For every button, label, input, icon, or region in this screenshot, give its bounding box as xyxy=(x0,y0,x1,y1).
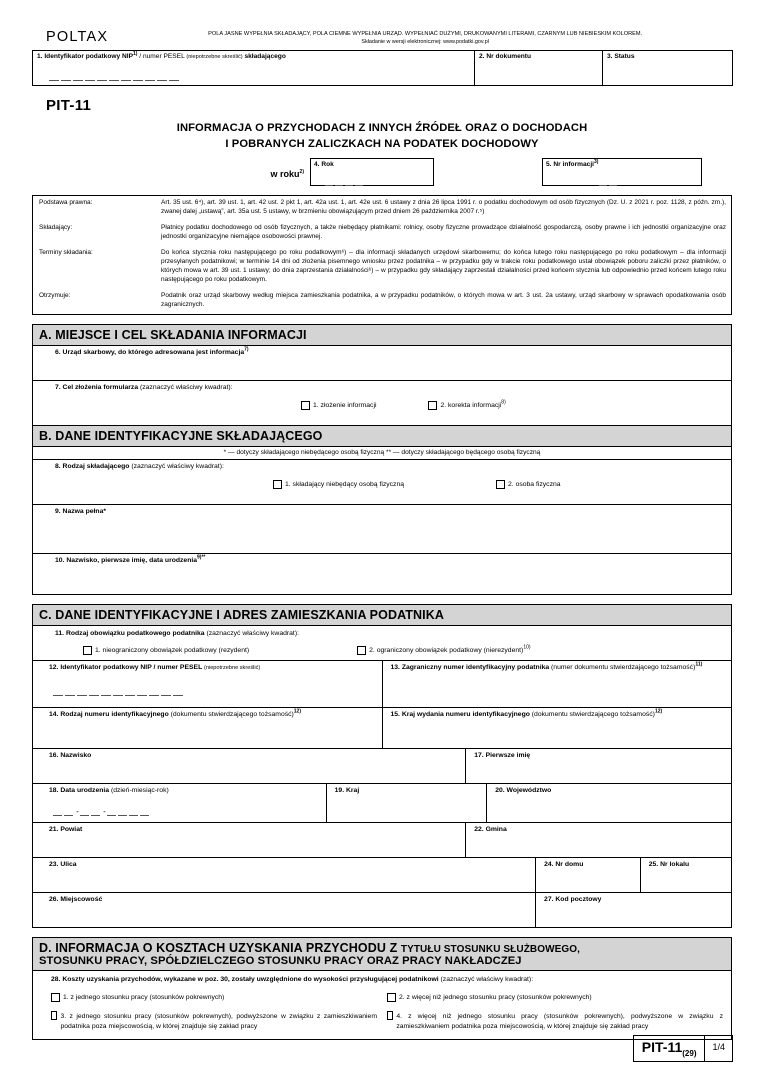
field-7-label: 7. Cel złożenia formularza (zaznaczyć właściwy kwadrat): xyxy=(55,383,233,391)
field-2-label: 2. Nr dokumentu xyxy=(479,52,532,60)
field-5-input-cells[interactable] xyxy=(599,175,701,186)
field-19-country-cell[interactable] xyxy=(326,784,487,823)
legal-value: Podatnik oraz urząd skarbowy według miejsca zamieszkania podatnika, a w przypadku podatników, o których mowa w art. 3 ust. 2a ustawy, urząd skarbowy w sprawach opodatkowania osób zagranicznych. xyxy=(161,291,726,308)
field-1-label: 1. Identyfikator podatkowy NIP$^{1)}$ / numer PESEL (niepotrzebne skreślić) składającego xyxy=(37,50,286,60)
field-4-year-cell[interactable] xyxy=(310,158,434,186)
section-c-body xyxy=(32,625,732,929)
field-10-label: 10. Nazwisko, pierwsze imię, data urodzenia$^{9)**}$ xyxy=(55,554,206,564)
field-7-options xyxy=(55,401,727,410)
field-2-document-number-cell[interactable] xyxy=(475,50,603,85)
field-3-status-cell[interactable] xyxy=(603,50,733,85)
header-instructions-line2: Składanie w wersji elektronicznej: www.podatki.gov.pl xyxy=(361,39,489,46)
field-8-option-2[interactable] xyxy=(496,480,561,489)
field-11-option-1[interactable] xyxy=(83,646,249,655)
field-1-nip-cell[interactable] xyxy=(33,50,475,85)
field-8-type-cell[interactable] xyxy=(33,459,731,504)
field-7-option-1[interactable] xyxy=(301,401,376,410)
legal-value: Do końca stycznia roku następującego po roku podatkowym⁶) – dla informacji składanych urzędowi skarbowemu; do końca lutego roku następującego po roku podatkowym – dla informacji przesyłanych podatnikowi; w terminie 14 dni od złożenia pisemnego wniosku przez podatnika – w przypadku gdy w trakcie roku podatkowego ustał obowiązek poboru zaliczki przez płatników, o których mowa w art. 39 ust. 1 ustawy; do dnia zaprzestania działalności⁶) – w przypadku gdy składający zaprzestali działalności przed końcem stycznia lub odpowiednio przed końcem lutego roku następującego po roku podatkowym. xyxy=(161,248,726,283)
footer-form-code: PIT-$11_{(29)}$ xyxy=(633,1035,706,1062)
section-d-title xyxy=(32,937,732,970)
checkbox-icon[interactable] xyxy=(387,993,396,1002)
field-28-option-2-label: 2. z więcej niż jednego stosunku pracy (stosunków pokrewnych) xyxy=(399,993,592,1001)
footer-badge xyxy=(633,1035,733,1062)
checkbox-icon[interactable] xyxy=(273,480,282,489)
field-8-label: 8. Rodzaj składającego (zaznaczyć właściwy kwadrat): xyxy=(55,462,224,470)
field-28-option-3[interactable] xyxy=(51,1011,387,1032)
section-d-title-line1: D. INFORMACJA O KOSZTACH UZYSKANIA PRZYCHODU Z TYTUŁU STOSUNKU SŁUŻBOWEGO, xyxy=(39,941,581,956)
field-18-input-cells[interactable]: - - xyxy=(53,806,322,816)
identification-row xyxy=(32,50,733,86)
field-12-input-cells[interactable] xyxy=(53,685,378,696)
section-c xyxy=(32,604,732,929)
checkbox-icon[interactable] xyxy=(51,993,60,1002)
field-28-option-4[interactable] xyxy=(387,1011,723,1032)
checkbox-icon[interactable] xyxy=(301,401,310,410)
field-11-option-1-label: 1. nieograniczony obowiązek podatkowy (rezydent) xyxy=(95,647,250,655)
field-24-house-number-cell[interactable] xyxy=(536,858,641,893)
field-16-label: 16. Nazwisko xyxy=(49,752,92,760)
checkbox-icon[interactable] xyxy=(357,646,366,655)
legal-value: Płatnicy podatku dochodowego od osób fizycznych, a także niebędący płatnikami: rolnicy, osoby fizyczne prowadzące działalność gospodarczą, osoby prawne i ich jednostki organizacyjne oraz jednostki organizacyjne niemające osobowości prawnej. xyxy=(161,223,726,240)
section-d-body xyxy=(32,970,732,1040)
page-title-line1: INFORMACJA O PRZYCHODACH Z INNYCH ŹRÓDEŁ ORAZ O DOCHODACH xyxy=(176,121,588,134)
legal-key: Terminy składania: xyxy=(39,248,93,256)
section-d xyxy=(32,937,732,1040)
field-8-option-1[interactable] xyxy=(273,480,404,489)
field-19-label: 19. Kraj xyxy=(334,787,360,795)
legal-key: Otrzymuje: xyxy=(39,291,71,299)
field-8-options xyxy=(55,480,727,489)
field-8-option-1-label: 1. składający niebędący osobą fizyczną xyxy=(285,481,405,489)
legal-row xyxy=(33,289,731,314)
field-16-surname-cell[interactable] xyxy=(33,749,466,784)
field-18-birthdate-cell[interactable] xyxy=(33,784,326,823)
field-14-id-type-cell[interactable] xyxy=(33,708,382,749)
field-26-city-cell[interactable] xyxy=(33,893,536,928)
field-28-option-1-label: 1. z jednego stosunku pracy (stosunków pokrewnych) xyxy=(63,993,225,1001)
field-25-label: 25. Nr lokalu xyxy=(648,861,690,869)
section-a xyxy=(32,324,732,426)
form-code-title: PIT-11 xyxy=(46,96,92,114)
field-7-option-2-label: 2. korekta informacji$^{8)}$ xyxy=(440,399,506,410)
field-28-option-3-label: 3. z jednego stosunku pracy (stosunków pokrewnych), podwyższone w związku z zamieszkiwaniem podatnika poza miejscowością, w której znajduje się zakład pracy xyxy=(60,1012,377,1030)
checkbox-icon[interactable] xyxy=(428,401,437,410)
field-20-voivodeship-cell[interactable] xyxy=(487,784,731,823)
field-11-option-2-label: 2. ograniczony obowiązek podatkowy (nierezydent)$^{10)}$ xyxy=(369,644,531,655)
legal-row xyxy=(33,221,731,246)
field-11-option-2[interactable] xyxy=(357,646,530,655)
field-9-label: 9. Nazwa pełna* xyxy=(55,507,106,515)
section-d-title-line2: STOSUNKU PRACY, SPÓŁDZIELCZEGO STOSUNKU PRACY ORAZ PRACY NAKŁADCZEJ xyxy=(39,955,522,968)
field-22-commune-cell[interactable] xyxy=(466,823,731,858)
header-instructions xyxy=(108,26,732,47)
field-9-full-name-cell[interactable] xyxy=(33,504,731,553)
field-21-label: 21. Powiat xyxy=(49,826,83,834)
field-8-option-2-label: 2. osoba fizyczna xyxy=(508,481,561,489)
field-25-flat-number-cell[interactable] xyxy=(640,858,731,893)
field-7-purpose-cell[interactable] xyxy=(33,380,731,425)
field-13-label: 13. Zagraniczny numer identyfikacyjny podatnika (numer dokumentu stwierdzającego tożsamość)$^{11)}$ xyxy=(390,661,703,672)
field-23-label: 23. Ulica xyxy=(49,861,77,869)
field-27-label: 27. Kod pocztowy xyxy=(544,896,602,904)
section-c-title: C. DANE IDENTYFIKACYJNE I ADRES ZAMIESZKANIA PODATNIKA xyxy=(32,604,732,625)
field-6-tax-office-cell[interactable] xyxy=(33,346,731,381)
field-20-label: 20. Województwo xyxy=(495,787,552,795)
document-header xyxy=(32,26,732,50)
field-5-label: 5. Nr informacji$^{3)}$ xyxy=(546,158,599,168)
field-28-options-row1 xyxy=(51,993,723,1002)
page-title-line2: I POBRANYCH ZALICZKACH NA PODATEK DOCHODOWY xyxy=(225,137,539,150)
field-28-label: 28. Koszty uzyskania przychodów, wykazane w poz. 30, zostały uwzględnione do wysokości przysługującej podatnikowi (zaznaczyć właściwy kwadrat): xyxy=(51,976,534,984)
section-b-body xyxy=(32,446,732,595)
legal-key: Składający: xyxy=(39,223,73,231)
page-title xyxy=(32,120,732,152)
legal-basis-table xyxy=(32,195,732,315)
field-13-foreign-id-cell[interactable] xyxy=(382,661,731,708)
field-22-label: 22. Gmina xyxy=(474,826,507,834)
field-12-nip-cell[interactable] xyxy=(33,661,382,708)
field-21-county-cell[interactable] xyxy=(33,823,466,858)
section-b-title: B. DANE IDENTYFIKACYJNE SKŁADAJĄCEGO xyxy=(32,426,732,446)
field-4-label: 4. Rok xyxy=(314,160,334,168)
field-11-options xyxy=(55,646,725,655)
checkbox-icon[interactable] xyxy=(496,480,505,489)
header-instructions-line1: POLA JASNE WYPEŁNIA SKŁADAJĄCY, POLA CIEMNE WYPEŁNIA URZĄD. WYPEŁNIAĆ DUŻYMI, DRUKOWANYMI LITERAMI, CZARNYM LUB NIEBIESKIM KOLOREM. xyxy=(208,31,643,37)
field-17-firstname-cell[interactable] xyxy=(466,749,731,784)
field-28-option-4-label: 4. z więcej niż jednego stosunku pracy (stosunków pokrewnych), podwyższone w związku z zamieszkiwaniem podatnika poza miejscowością, w której znajduje się zakład pracy xyxy=(396,1012,723,1030)
field-12-label: 12. Identyfikator podatkowy NIP / numer PESEL (niepotrzebne skreślić) xyxy=(49,664,261,672)
section-a-title: A. MIEJSCE I CEL SKŁADANIA INFORMACJI xyxy=(32,324,732,345)
poltax-logo: POLTAX xyxy=(46,29,109,45)
checkbox-icon[interactable] xyxy=(51,1011,57,1020)
section-b-note: * — dotyczy składającego niebędącego osobą fizyczną ** — dotyczy składającego będącego osobą fizyczną xyxy=(223,448,541,456)
field-3-label: 3. Status xyxy=(607,52,635,60)
legal-row xyxy=(33,196,731,221)
field-15-label: 15. Kraj wydania numeru identyfikacyjnego (dokumentu stwierdzającego tożsamość)$^{12)}$ xyxy=(390,708,663,719)
field-23-street-cell[interactable] xyxy=(33,858,536,893)
field-1-input-cells[interactable] xyxy=(49,70,470,81)
section-b xyxy=(32,426,732,595)
year-row xyxy=(32,158,732,186)
field-7-option-2[interactable] xyxy=(428,401,505,410)
field-28-option-1[interactable] xyxy=(51,993,387,1002)
field-24-label: 24. Nr domu xyxy=(544,861,584,869)
field-15-id-country-cell[interactable] xyxy=(382,708,731,749)
field-27-postal-code-cell[interactable] xyxy=(536,893,731,928)
field-17-label: 17. Pierwsze imię xyxy=(474,752,531,760)
field-10-surname-cell[interactable] xyxy=(33,553,731,594)
field-28-options-row2 xyxy=(51,1011,723,1032)
field-4-input-cells[interactable] xyxy=(325,175,433,186)
legal-key: Podstawa prawna: xyxy=(39,198,93,206)
legal-value: Art. 35 ust. 6⁴), art. 39 ust. 1, art. 42 ust. 2 pkt 1, art. 42a ust. 1, art. 42e ust. 6 ustawy z dnia 26 lipca 1991 r. o podatku dochodowym od osób fizycznych (Dz. U. z 2021 r. poz. 1128, z późn. zm.), zwanej dalej „ustawą”, art. 35a ust. 5 ustawy, w brzmieniu obowiązującym przed dniem 26 października 2007 r.⁵) xyxy=(161,198,726,215)
field-18-label: 18. Data urodzenia (dzień-miesiąc-rok) xyxy=(49,787,169,795)
field-7-option-1-label: 1. złożenie informacji xyxy=(313,402,377,410)
checkbox-icon[interactable] xyxy=(387,1011,393,1020)
legal-row xyxy=(33,246,731,289)
field-26-label: 26. Miejscowość xyxy=(49,896,103,904)
field-28-option-2[interactable] xyxy=(387,993,723,1002)
footer-page-number: 1/4 xyxy=(705,1035,733,1062)
section-a-body xyxy=(32,345,732,426)
field-14-label: 14. Rodzaj numeru identyfikacyjnego (dokumentu stwierdzającego tożsamość)$^{12)}$ xyxy=(49,708,302,719)
field-6-label: 6. Urząd skarbowy, do którego adresowana jest informacja$^{7)}$ xyxy=(55,346,249,356)
field-11-obligation-cell[interactable] xyxy=(33,626,731,662)
checkbox-icon[interactable] xyxy=(83,646,92,655)
w-roku-label: w roku$^{2)}$ xyxy=(270,168,304,179)
field-5-info-number-cell[interactable] xyxy=(542,158,702,186)
field-11-label: 11. Rodzaj obowiązku podatkowego podatnika (zaznaczyć właściwy kwadrat): xyxy=(55,629,299,637)
